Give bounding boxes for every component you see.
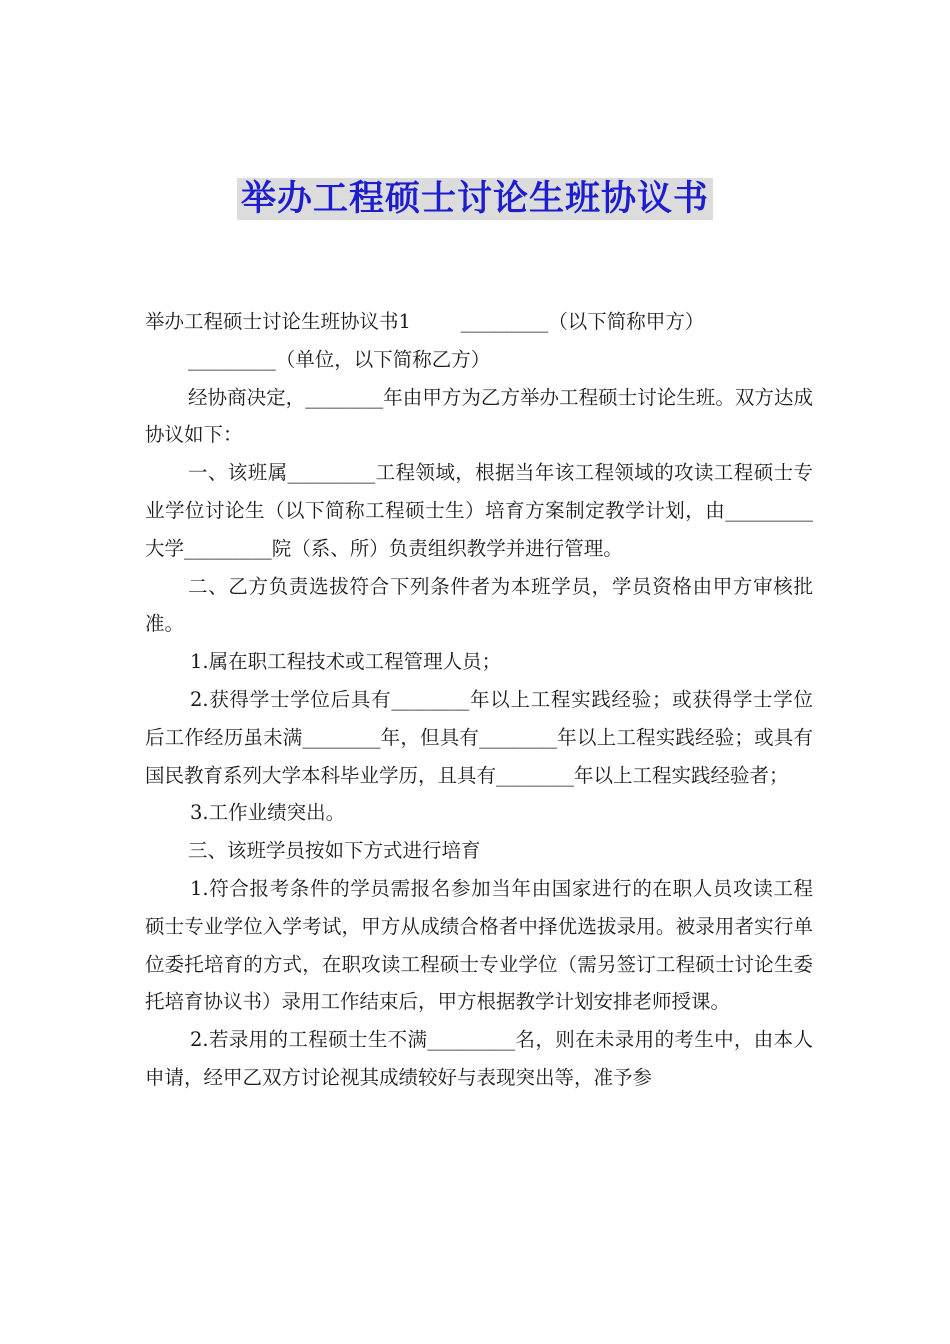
paragraph-method-1: 1.符合报考条件的学员需报名参加当年由国家进行的在职人员攻读工程硕士专业学位入学考试，甲方从成绩合格者中择优选拔录用。被录用者实行单位委托培育的方式，在职攻读工程硕士专业学位（需另签订工程硕士讨论生委托培育协议书）录用工作结束后，甲方根据教学计划安排老师授课。	[145, 876, 813, 1014]
paragraph-method-2: 2.若录用的工程硕士生不满_________名，则在未录用的考生中，由本人申请，经甲乙双方讨论视其成绩较好与表现突出等，准予参	[145, 1028, 813, 1089]
document-title: 举办工程硕士讨论生班协议书	[237, 178, 713, 220]
document-body	[145, 303, 813, 1097]
paragraph-party-b: _________（单位，以下简称乙方）	[188, 347, 491, 371]
paragraph-condition-1: 1.属在职工程技术或工程管理人员；	[190, 650, 502, 674]
paragraph-clause-2: 二、乙方负责选拔符合下列条件者为本班学员，学员资格由甲方审核批准。	[145, 574, 813, 636]
paragraph-clause-3: 三、该班学员按如下方式进行培育	[188, 839, 481, 863]
paragraph-clause-1: 一、该班属_________工程领域，根据当年该工程领域的攻读工程硕士专业学位讨论生（以下简称工程硕士生）培育方案制定教学计划，由_________大学_________院（系、所）负责组织教学并进行管理。	[145, 461, 813, 560]
paragraph-heading-line: 举办工程硕士讨论生班协议书1 _________（以下简称甲方）	[145, 310, 705, 333]
paragraph-condition-3: 3.工作业绩突出。	[190, 801, 346, 825]
paragraph-condition-2: 2.获得学士学位后具有________年以上工程实践经验；或获得学士学位后工作经历虽未满________年，但具有________年以上工程实践经验；或具有国民教育系列大学本科毕业学历，且具有________年以上工程实践经验者；	[145, 687, 813, 787]
paragraph-intro: 经协商决定，________年由甲方为乙方举办工程硕士讨论生班。双方达成协议如下：	[145, 385, 813, 447]
title-container	[0, 178, 950, 220]
